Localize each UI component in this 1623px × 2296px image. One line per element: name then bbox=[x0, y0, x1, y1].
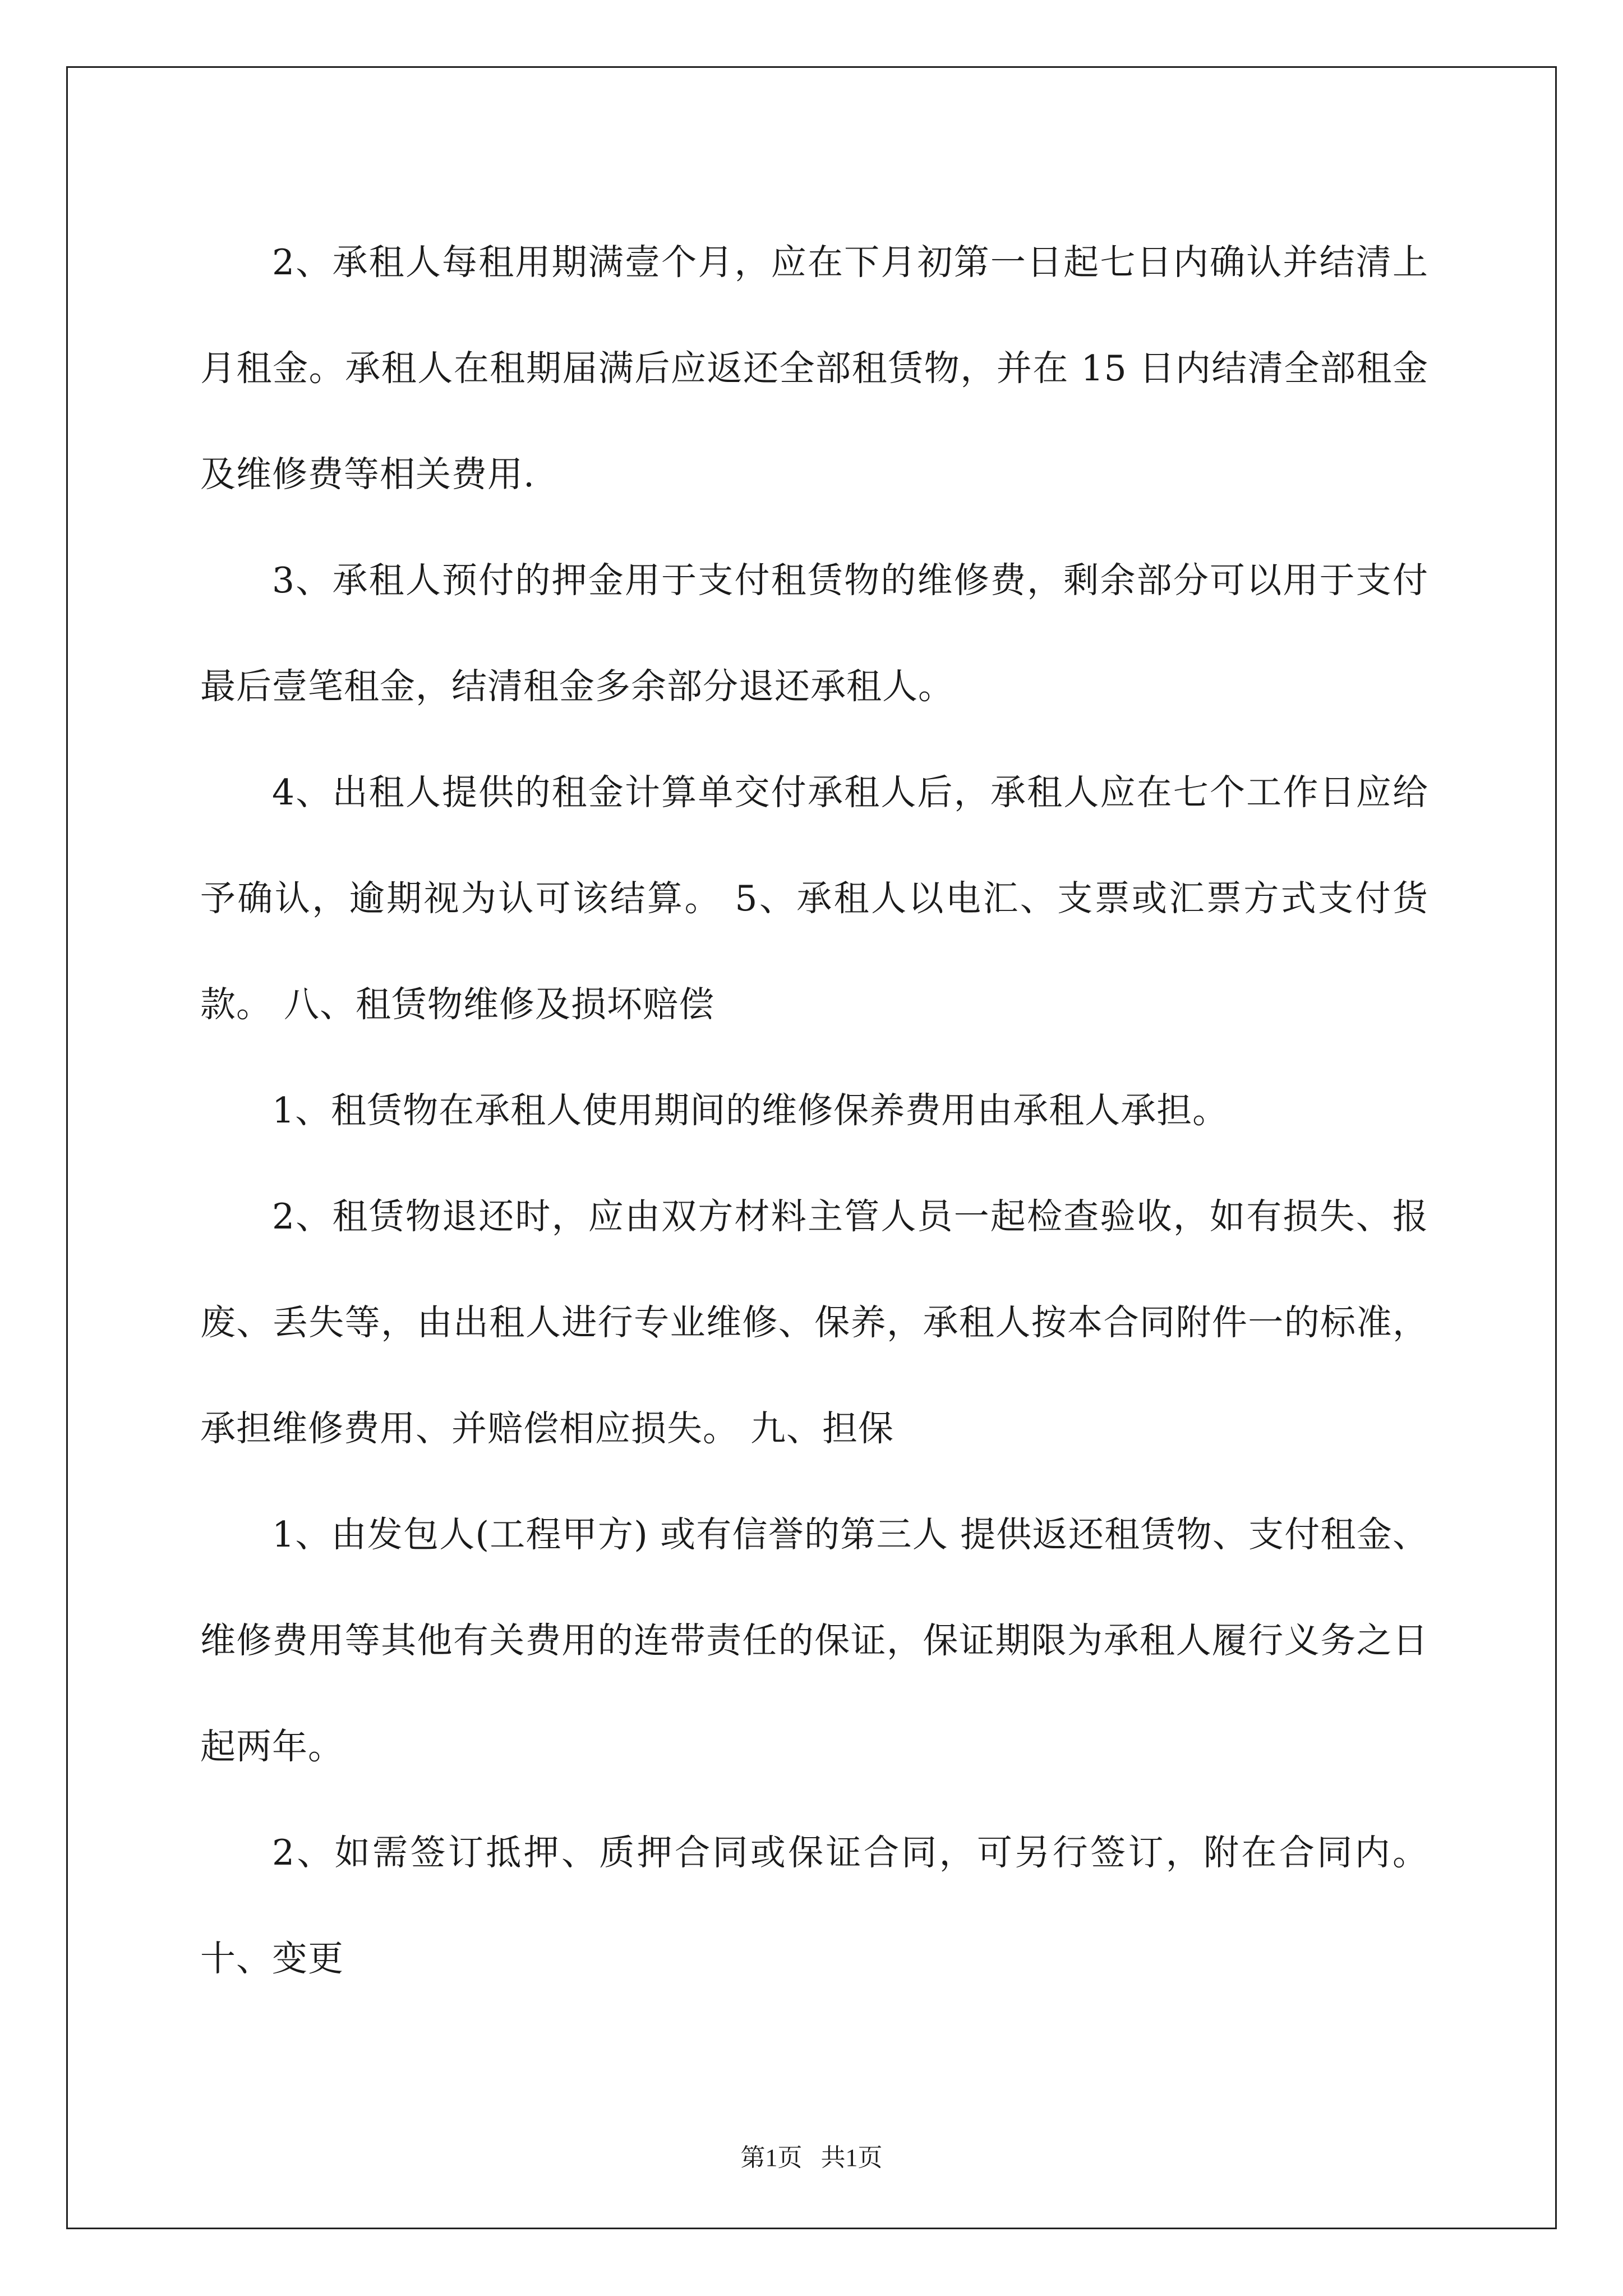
document-body bbox=[200, 209, 1428, 2012]
paragraph: 4、出租人提供的租金计算单交付承租人后，承租人应在七个工作日应给予确认，逾期视为认可该结算。 5、承租人以电汇、支票或汇票方式支付货款。 八、租赁物维修及损坏赔偿 bbox=[200, 772, 1428, 1025]
paragraph: 2、如需签订抵押、质押合同或保证合同，可另行签订，附在合同内。 十、变更 bbox=[200, 1832, 1428, 1979]
paragraph: 2、承租人每租用期满壹个月，应在下月初第一日起七日内确认并结清上月租金。承租人在租期届满后应返还全部租赁物，并在 15 日内结清全部租金及维修费等相关费用. bbox=[200, 242, 1428, 495]
paragraph: 1、租赁物在承租人使用期间的维修保养费用由承租人承担。 bbox=[272, 1090, 1229, 1131]
page-total: 共1页 bbox=[820, 2144, 883, 2171]
paragraph: 3、承租人预付的押金用于支付租赁物的维修费，剩余部分可以用于支付最后壹笔租金，结清租金多余部分退还承租人。 bbox=[200, 560, 1428, 707]
paragraph: 1、由发包人(工程甲方) 或有信誉的第三人 提供返还租赁物、支付租金、维修费用等其他有关费用的连带责任的保证，保证期限为承租人履行义务之日起两年。 bbox=[200, 1514, 1428, 1767]
page-number: 第1页 bbox=[740, 2144, 803, 2171]
paragraph: 2、租赁物退还时，应由双方材料主管人员一起检查验收，如有损失、报废、丢失等，由出租人进行专业维修、保养，承租人按本合同附件一的标准，承担维修费用、并赔偿相应损失。 九、担保 bbox=[200, 1196, 1428, 1449]
page-footer bbox=[0, 2137, 1623, 2173]
